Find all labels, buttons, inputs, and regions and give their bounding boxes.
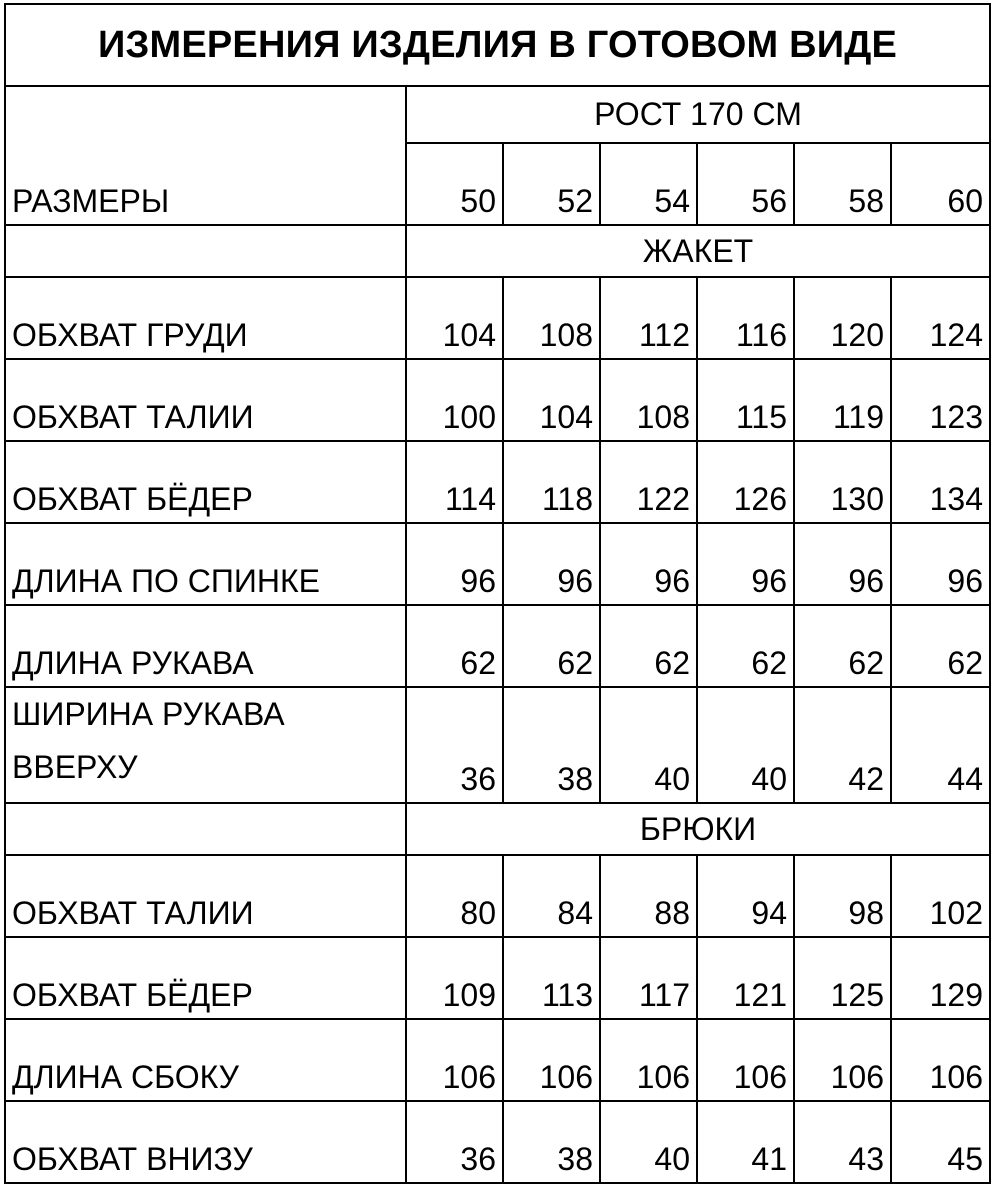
measurement-value: 96: [697, 523, 794, 605]
measurement-value: 40: [697, 687, 794, 803]
measurement-value: 120: [794, 277, 891, 359]
measurement-value: 106: [600, 1019, 697, 1101]
measurement-value: 104: [406, 277, 503, 359]
measurement-label: ОБХВАТ БЁДЕР: [5, 937, 406, 1019]
measurement-value: 96: [600, 523, 697, 605]
measurement-row: [5, 687, 990, 803]
size-chart: [4, 3, 989, 1177]
measurement-label: ОБХВАТ ГРУДИ: [5, 277, 406, 359]
section-header-row: [5, 803, 990, 855]
measurement-row: [5, 855, 990, 937]
measurement-value: 80: [406, 855, 503, 937]
size-cell: 52: [503, 143, 600, 225]
measurement-value: 45: [891, 1101, 990, 1183]
measurement-value: 44: [891, 687, 990, 803]
measurement-value: 122: [600, 441, 697, 523]
measurement-label: ДЛИНА СБОКУ: [5, 1019, 406, 1101]
section-blank-cell: [5, 225, 406, 277]
section-title: ЖАКЕТ: [406, 225, 990, 277]
measurement-value: 62: [600, 605, 697, 687]
size-cell: 58: [794, 143, 891, 225]
measurement-value: 84: [503, 855, 600, 937]
measurement-value: 121: [697, 937, 794, 1019]
measurement-value: 115: [697, 359, 794, 441]
measurement-value: 117: [600, 937, 697, 1019]
measurement-value: 38: [503, 687, 600, 803]
measurement-value: 109: [406, 937, 503, 1019]
table-title: ИЗМЕРЕНИЯ ИЗДЕЛИЯ В ГОТОВОМ ВИДЕ: [5, 4, 990, 86]
measurement-value: 108: [600, 359, 697, 441]
measurement-value: 106: [697, 1019, 794, 1101]
measurement-value: 125: [794, 937, 891, 1019]
measurement-value: 96: [794, 523, 891, 605]
measurement-value: 40: [600, 687, 697, 803]
size-cell: 56: [697, 143, 794, 225]
measurement-value: 41: [697, 1101, 794, 1183]
section-header-row: [5, 225, 990, 277]
measurement-value: 62: [891, 605, 990, 687]
measurement-value: 43: [794, 1101, 891, 1183]
measurement-row: [5, 277, 990, 359]
measurement-value: 118: [503, 441, 600, 523]
measurement-value: 100: [406, 359, 503, 441]
measurement-value: 88: [600, 855, 697, 937]
measurement-value: 96: [503, 523, 600, 605]
measurement-value: 62: [794, 605, 891, 687]
measurement-value: 96: [891, 523, 990, 605]
measurement-value: 102: [891, 855, 990, 937]
measurement-value: 108: [503, 277, 600, 359]
measurement-value: 106: [794, 1019, 891, 1101]
measurement-value: 106: [891, 1019, 990, 1101]
measurement-row: [5, 1019, 990, 1101]
measurement-value: 106: [406, 1019, 503, 1101]
measurement-label: ОБХВАТ ВНИЗУ: [5, 1101, 406, 1183]
title-row: [5, 4, 990, 86]
measurement-row: [5, 937, 990, 1019]
sizes-label-cell: [5, 86, 406, 225]
measurement-value: 126: [697, 441, 794, 523]
measurement-value: 62: [406, 605, 503, 687]
measurement-label: ШИРИНА РУКАВА ВВЕРХУ: [5, 687, 406, 803]
measurement-label: ДЛИНА ПО СПИНКЕ: [5, 523, 406, 605]
height-header-row: [5, 86, 990, 143]
measurement-row: [5, 523, 990, 605]
measurement-value: 96: [406, 523, 503, 605]
measurement-value: 129: [891, 937, 990, 1019]
size-cell: 60: [891, 143, 990, 225]
size-cell: 50: [406, 143, 503, 225]
measurement-value: 113: [503, 937, 600, 1019]
measurement-value: 94: [697, 855, 794, 937]
measurement-value: 98: [794, 855, 891, 937]
measurement-label: ОБХВАТ ТАЛИИ: [5, 359, 406, 441]
measurement-value: 124: [891, 277, 990, 359]
measurement-value: 38: [503, 1101, 600, 1183]
sizes-label: РАЗМЕРЫ: [12, 183, 170, 219]
measurement-value: 106: [503, 1019, 600, 1101]
size-cell: 54: [600, 143, 697, 225]
measurement-value: 62: [697, 605, 794, 687]
measurement-value: 36: [406, 1101, 503, 1183]
measurement-row: [5, 1101, 990, 1183]
height-header: РОСТ 170 СМ: [406, 86, 990, 143]
measurement-label: ОБХВАТ БЁДЕР: [5, 441, 406, 523]
measurement-row: [5, 359, 990, 441]
measurement-label: ДЛИНА РУКАВА: [5, 605, 406, 687]
measurement-value: 42: [794, 687, 891, 803]
measurement-value: 130: [794, 441, 891, 523]
measurement-row: [5, 441, 990, 523]
measurement-value: 134: [891, 441, 990, 523]
measurement-value: 104: [503, 359, 600, 441]
measurement-value: 119: [794, 359, 891, 441]
measurement-value: 123: [891, 359, 990, 441]
section-blank-cell: [5, 803, 406, 855]
measurement-value: 114: [406, 441, 503, 523]
measurement-label: ОБХВАТ ТАЛИИ: [5, 855, 406, 937]
measurement-value: 40: [600, 1101, 697, 1183]
measurement-value: 116: [697, 277, 794, 359]
measurement-value: 36: [406, 687, 503, 803]
measurement-row: [5, 605, 990, 687]
measurements-table: [4, 3, 991, 1184]
section-title: БРЮКИ: [406, 803, 990, 855]
measurement-value: 62: [503, 605, 600, 687]
measurement-value: 112: [600, 277, 697, 359]
